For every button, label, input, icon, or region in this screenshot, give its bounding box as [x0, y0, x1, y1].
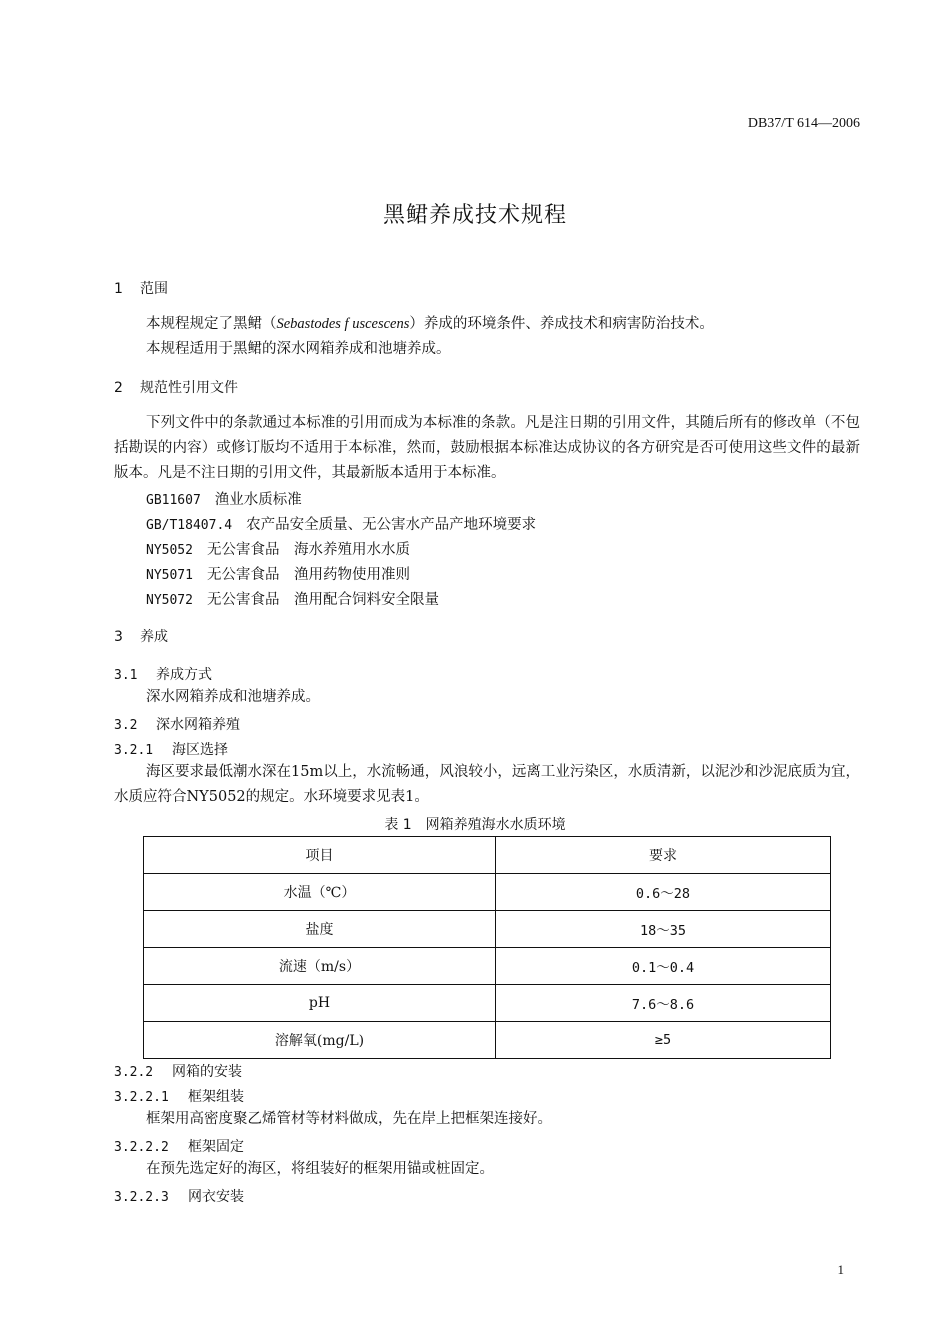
document-number: DB37/T 614—2006 — [747, 116, 860, 131]
reference-title: 无公害食品 渔用配合饲料安全限量 — [206, 592, 439, 608]
section-2-heading — [114, 377, 238, 397]
subsection-3-2-1-heading — [114, 739, 228, 759]
section-1-paragraph-1 — [114, 312, 860, 337]
subsection-title: 网箱的安装 — [172, 1064, 242, 1080]
reference-title: 农产品安全质量、无公害水产品产地环境要求 — [246, 517, 537, 533]
section-1-paragraph-2: 本规程适用于黑鲪的深水网箱养成和池塘养成。 — [146, 341, 451, 357]
reference-item — [146, 588, 439, 609]
table-caption: 表 1 网箱养殖海水水质环境 — [384, 817, 566, 833]
subsection-title: 深水网箱养殖 — [156, 717, 240, 733]
section-title: 规范性引用文件 — [140, 380, 238, 396]
table-cell: 0.6～28 — [496, 874, 831, 911]
section-1-heading — [114, 278, 168, 298]
subsection-title: 养成方式 — [156, 667, 212, 683]
subsection-title: 海区选择 — [172, 742, 228, 758]
section-number: 2 — [114, 380, 123, 396]
subsection-3-1-text: 深水网箱养成和池塘养成。 — [146, 689, 320, 705]
section-title: 养成 — [140, 629, 168, 645]
reference-code: GB/T18407.4 — [146, 518, 233, 533]
subsection-3-1-heading — [114, 664, 212, 684]
table-cell: ≥5 — [496, 1022, 831, 1059]
page-title: 黑鲪养成技术规程 — [382, 203, 567, 228]
table-cell: pH — [144, 985, 496, 1022]
subsection-number: 3.2.2.2 — [114, 1140, 169, 1155]
water-quality-table — [143, 836, 831, 1059]
reference-item — [146, 563, 410, 584]
section-2-paragraph: 下列文件中的条款通过本标准的引用而成为本标准的条款。凡是注日期的引用文件，其随后所有的修改单（不包括勘误的内容）或修订版均不适用于本标准，然而，鼓励根据本标准达成协议的各方研究是否可使用这些文件的最新版本。凡是不注日期的引用文件，其最新版本适用于本标准。 — [114, 415, 860, 481]
section-number: 3 — [114, 629, 123, 645]
subsection-number: 3.2.2.3 — [114, 1190, 169, 1205]
subsection-3-2-2-2-text: 在预先选定好的海区，将组装好的框架用锚或桩固定。 — [146, 1161, 494, 1177]
table-cell: 7.6～8.6 — [496, 985, 831, 1022]
subsection-number: 3.2.2.1 — [114, 1090, 169, 1105]
section-3-heading — [114, 626, 168, 646]
subsection-number: 3.2.1 — [114, 743, 154, 758]
table-header-row — [144, 837, 831, 874]
table-cell: 0.1～0.4 — [496, 948, 831, 985]
reference-item — [146, 488, 302, 509]
text: 本规程规定了黑鲪（ — [146, 316, 277, 332]
table-row — [144, 985, 831, 1022]
subsection-3-2-2-2-heading — [114, 1136, 244, 1156]
reference-item — [146, 513, 536, 534]
table-header-cell: 项目 — [144, 837, 496, 874]
subsection-3-2-2-heading — [114, 1061, 242, 1081]
subsection-3-2-2-1-heading — [114, 1086, 244, 1106]
table-cell: 流速（m/s） — [144, 948, 496, 985]
reference-title: 无公害食品 海水养殖用水水质 — [206, 542, 410, 558]
subsection-3-2-2-1-text: 框架用高密度聚乙烯管材等材料做成，先在岸上把框架连接好。 — [146, 1111, 552, 1127]
subsection-title: 框架组装 — [188, 1089, 244, 1105]
table-row — [144, 874, 831, 911]
subsection-number: 3.2.2 — [114, 1065, 154, 1080]
reference-code: GB11607 — [146, 493, 201, 508]
reference-code: NY5071 — [146, 568, 193, 583]
table-row — [144, 948, 831, 985]
subsection-3-2-1-text: 海区要求最低潮水深在15m以上，水流畅通，风浪较小，远离工业污染区，水质清新，以泥沙和沙泥底质为宜，水质应符合NY5052的规定。水环境要求见表1。 — [114, 764, 860, 805]
subsection-3-2-heading — [114, 714, 240, 734]
subsection-number: 3.1 — [114, 668, 138, 683]
table-cell: 18～35 — [496, 911, 831, 948]
table-row — [144, 911, 831, 948]
subsection-title: 网衣安装 — [188, 1189, 244, 1205]
table-cell: 水温（℃） — [144, 874, 496, 911]
subsection-title: 框架固定 — [188, 1139, 244, 1155]
scientific-name: Sebastodes f uscescens — [276, 316, 410, 332]
reference-code: NY5052 — [146, 543, 193, 558]
table-row — [144, 1022, 831, 1059]
text: ）养成的环境条件、养成技术和病害防治技术。 — [409, 316, 714, 332]
reference-code: NY5072 — [146, 593, 193, 608]
section-number: 1 — [114, 281, 123, 297]
table-cell: 溶解氧(mg/L) — [144, 1022, 496, 1059]
reference-item — [146, 538, 410, 559]
reference-title: 渔业水质标准 — [214, 492, 302, 508]
table-header-cell: 要求 — [496, 837, 831, 874]
section-title: 范围 — [140, 281, 168, 297]
table-cell: 盐度 — [144, 911, 496, 948]
reference-title: 无公害食品 渔用药物使用准则 — [206, 567, 410, 583]
page-number: 1 — [837, 1262, 844, 1277]
subsection-3-2-2-3-heading — [114, 1186, 244, 1206]
subsection-number: 3.2 — [114, 718, 138, 733]
